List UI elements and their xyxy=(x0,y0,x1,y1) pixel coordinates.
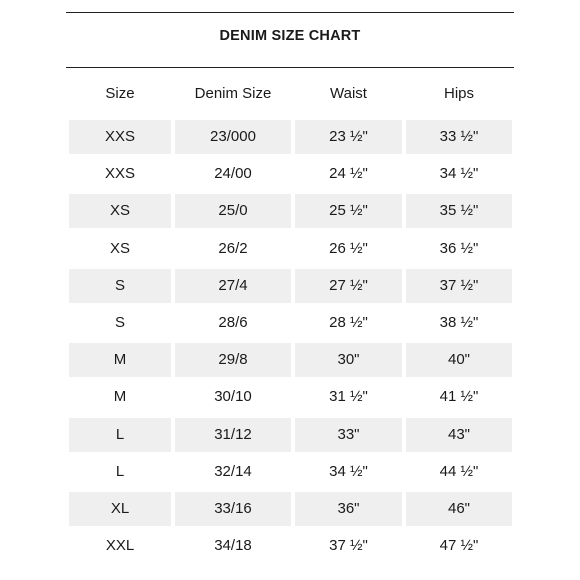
table-row xyxy=(0,157,580,191)
cell-hips: 47 ½" xyxy=(439,537,479,555)
cell-waist: 23 ½" xyxy=(295,120,402,154)
cell-waist: 36" xyxy=(295,492,402,526)
table-row xyxy=(0,232,580,266)
cell-denim-size: 23/000 xyxy=(175,120,291,154)
top-rule xyxy=(66,12,514,13)
title-rule xyxy=(66,67,514,68)
cell-denim-size: 29/8 xyxy=(175,343,291,377)
cell-denim-size: 28/6 xyxy=(218,314,248,331)
cell-denim-size: 32/14 xyxy=(214,462,252,480)
cell-denim-size: 24/00 xyxy=(214,165,252,183)
cell-denim-size: 26/2 xyxy=(218,239,248,257)
column-header-size: Size xyxy=(105,85,135,102)
cell-hips: 46" xyxy=(406,492,512,526)
cell-waist: 28 ½" xyxy=(329,314,368,331)
cell-waist: 24 ½" xyxy=(329,165,368,183)
cell-denim-size: 33/16 xyxy=(175,492,291,526)
cell-size: S xyxy=(114,314,125,331)
table-row xyxy=(0,194,580,228)
column-header-waist: Waist xyxy=(330,85,367,102)
cell-waist: 26 ½" xyxy=(329,239,368,257)
cell-denim-size: 31/12 xyxy=(175,418,291,452)
cell-size: XXL xyxy=(105,537,135,555)
cell-hips: 43" xyxy=(406,418,512,452)
cell-hips: 34 ½" xyxy=(439,165,479,183)
cell-hips: 36 ½" xyxy=(439,239,479,257)
cell-denim-size: 34/18 xyxy=(214,537,252,555)
cell-size: XS xyxy=(109,239,130,257)
cell-hips: 44 ½" xyxy=(439,462,479,480)
cell-size: XXS xyxy=(69,120,171,154)
cell-size: XL xyxy=(69,492,171,526)
table-row xyxy=(0,343,580,377)
cell-size: XXS xyxy=(104,165,135,183)
cell-hips: 41 ½" xyxy=(439,388,479,406)
cell-waist: 31 ½" xyxy=(329,388,368,406)
cell-hips: 40" xyxy=(406,343,512,377)
cell-size: M xyxy=(69,343,171,377)
cell-denim-size: 30/10 xyxy=(214,388,252,406)
cell-hips: 33 ½" xyxy=(406,120,512,154)
cell-size: L xyxy=(115,462,125,480)
column-header-denim-size: Denim Size xyxy=(194,85,272,102)
cell-denim-size: 25/0 xyxy=(175,194,291,228)
table-row xyxy=(0,269,580,303)
cell-waist: 34 ½" xyxy=(329,462,368,480)
cell-waist: 30" xyxy=(295,343,402,377)
table-row xyxy=(0,120,580,154)
cell-hips: 37 ½" xyxy=(406,269,512,303)
cell-hips: 38 ½" xyxy=(439,314,479,331)
table-row xyxy=(0,306,580,340)
table-row xyxy=(0,492,580,526)
table-row xyxy=(0,529,580,563)
table-row xyxy=(0,455,580,489)
cell-waist: 33" xyxy=(295,418,402,452)
table-row xyxy=(0,418,580,452)
cell-hips: 35 ½" xyxy=(406,194,512,228)
chart-title: DENIM SIZE CHART xyxy=(219,28,361,44)
cell-size: XS xyxy=(69,194,171,228)
cell-waist: 25 ½" xyxy=(295,194,402,228)
cell-size: M xyxy=(113,388,127,406)
cell-waist: 27 ½" xyxy=(295,269,402,303)
cell-denim-size: 27/4 xyxy=(175,269,291,303)
cell-size: S xyxy=(69,269,171,303)
column-header-hips: Hips xyxy=(443,85,474,102)
cell-waist: 37 ½" xyxy=(329,537,368,555)
cell-size: L xyxy=(69,418,171,452)
table-row xyxy=(0,380,580,414)
